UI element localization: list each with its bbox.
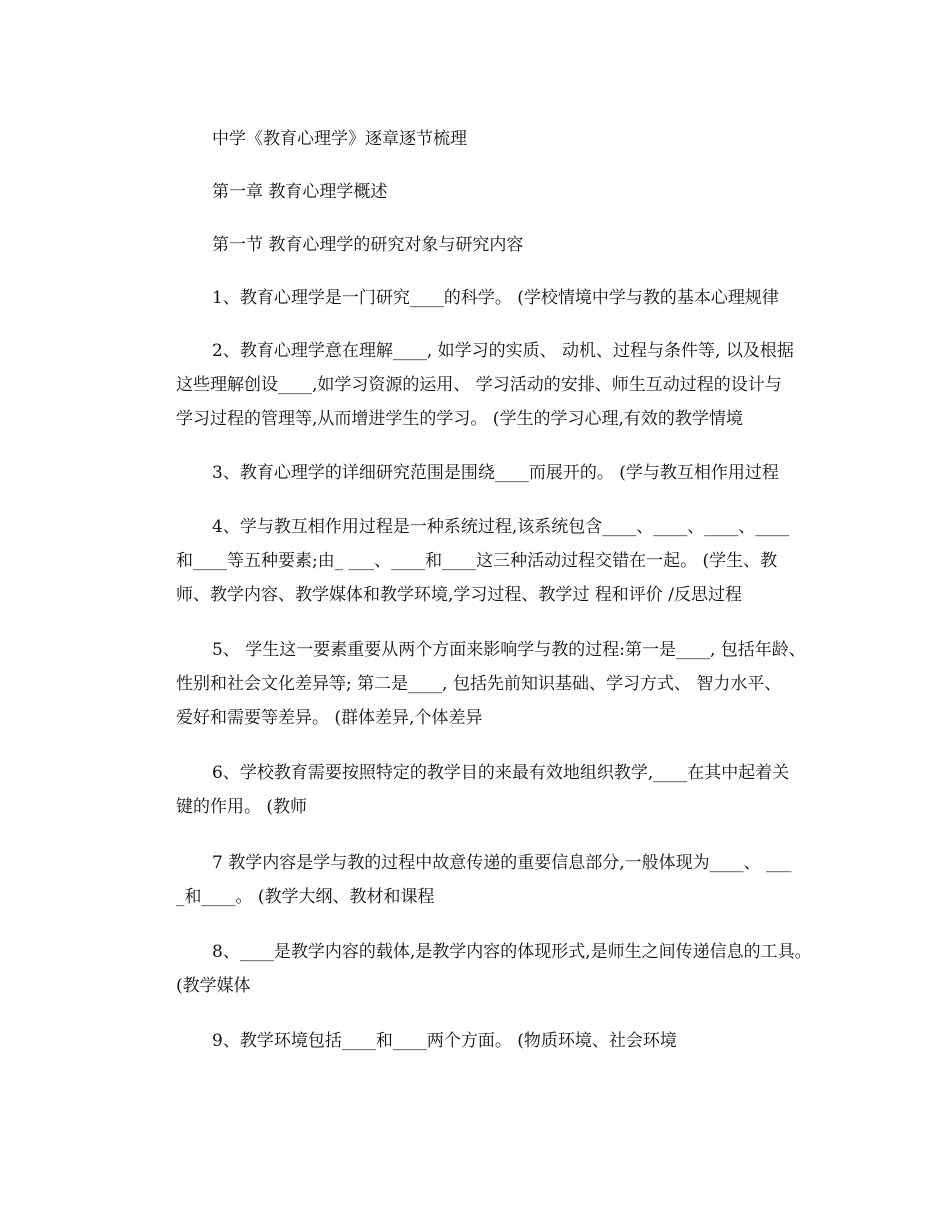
- chapter-text: 第一章 教育心理学概述: [212, 182, 388, 202]
- question-line: 学习过程的管理等,从而增进学生的学习。 (学生的学习心理,有效的教学情境: [176, 409, 743, 429]
- section-text: 第一节 教育心理学的研究对象与研究内容: [212, 235, 524, 255]
- question-line: 这些理解创设____,如学习资源的运用、 学习活动的安排、师生互动过程的设计与: [176, 375, 782, 395]
- question-line: 2、教育心理学意在理解____, 如学习的实质、 动机、过程与条件等, 以及根据: [212, 341, 794, 361]
- question-6: [140, 756, 812, 824]
- title-text: 中学《教育心理学》逐章逐节梳理: [212, 129, 467, 149]
- question-line: 9、教学环境包括____和____两个方面。 (物质环境、社会环境: [212, 1031, 677, 1051]
- question-line: 6、学校教育需要按照特定的教学目的来最有效地组织教学,____在其中起着关: [212, 763, 790, 783]
- question-9: [140, 1024, 812, 1058]
- question-line: 5、 学生这一要素重要从两个方面来影响学与教的过程:第一是____, 包括年龄、: [212, 640, 806, 660]
- question-line: 4、学与教互相作用过程是一种系统过程,该系统包含____、____、____、____: [212, 517, 790, 537]
- question-4: [140, 510, 812, 612]
- question-line: _和____。 (教学大纲、教材和课程: [176, 887, 435, 907]
- question-line: 7 教学内容是学与教的过程中故意传递的重要信息部分,一般体现为____、 ___: [212, 853, 792, 873]
- question-line: (教学媒体: [176, 976, 251, 996]
- chapter-heading: [140, 175, 812, 209]
- question-3: [140, 456, 812, 490]
- question-line: 师、教学内容、教学媒体和教学环境,学习过程、教学过 程和评价 /反思过程: [176, 585, 742, 605]
- document-title: [140, 122, 812, 156]
- question-1: [140, 281, 812, 315]
- question-line: 1、教育心理学是一门研究____的科学。 (学校情境中学与教的基本心理规律: [212, 288, 779, 308]
- question-8: [140, 935, 812, 1003]
- question-7: [140, 846, 812, 914]
- question-line: 键的作用。 (教师: [176, 797, 308, 817]
- section-heading: [140, 228, 812, 262]
- question-2: [140, 334, 812, 436]
- question-line: 8、____是教学内容的载体,是教学内容的体现形式,是师生之间传递信息的工具。: [212, 942, 812, 962]
- question-line: 和____等五种要素;由_ ___、____和____这三种活动过程交错在一起。 (学生、教: [176, 551, 778, 571]
- question-line: 爱好和需要等差异。 (群体差异,个体差异: [176, 708, 483, 728]
- question-5: [140, 633, 812, 735]
- question-line: 3、教育心理学的详细研究范围是围绕____而展开的。 (学与教互相作用过程: [212, 463, 779, 483]
- question-line: 性别和社会文化差异等; 第二是____, 包括先前知识基础、学习方式、 智力水平、: [176, 674, 782, 694]
